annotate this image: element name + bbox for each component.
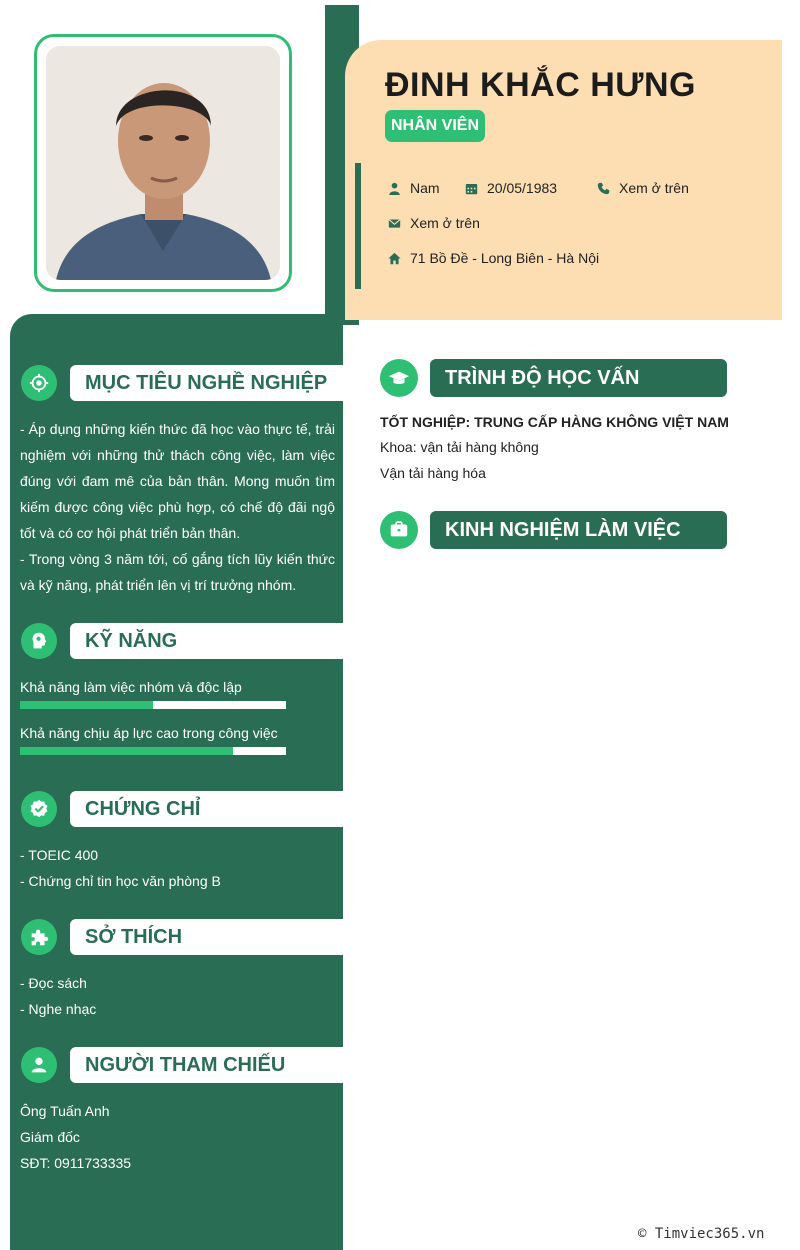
certificates-heading: CHỨNG CHỈ: [70, 791, 343, 827]
profile-photo: [46, 46, 280, 280]
skill-2-bar-fill: [20, 747, 233, 755]
gender-info: [388, 180, 440, 196]
birthdate-value: 20/05/1983: [487, 180, 558, 196]
photo-card: [0, 0, 325, 314]
reference-name: Ông Tuấn Anh: [20, 1103, 110, 1119]
home-icon: [388, 252, 401, 265]
calendar-icon: [465, 182, 478, 195]
role-badge: NHÂN VIÊN: [385, 110, 485, 142]
skill-2-bar: [20, 747, 286, 755]
info-accent-bar: [355, 163, 361, 289]
skills-heading: KỸ NĂNG: [70, 623, 343, 659]
certificates-list: [20, 842, 221, 894]
objective-paragraph-1: - Áp dụng những kiến thức đã học vào thực tế, trải nghiệm với những thử thách công việc, làm việc đúng với đam mê của bản thân. Mong muốn tìm kiếm được công việc phù hợp, có chế độ đãi ngộ tốt và có cơ hội phát triển bản thân.: [20, 421, 335, 541]
certificate-item: - Chứng chỉ tin học văn phòng B: [20, 873, 221, 889]
puzzle-icon: [21, 919, 57, 955]
certificate-item: - TOEIC 400: [20, 847, 99, 863]
skill-1-bar: [20, 701, 286, 709]
gender-value: Nam: [410, 180, 440, 196]
references-heading: NGƯỜI THAM CHIẾU: [70, 1047, 343, 1083]
badge-check-icon: [21, 791, 57, 827]
phone-icon: [597, 182, 610, 195]
email-info: [388, 215, 480, 231]
profile-photo-frame: [34, 34, 292, 292]
objective-heading: MỤC TIÊU NGHỀ NGHIỆP: [70, 365, 343, 401]
reference-phone: SĐT: 0911733335: [20, 1155, 132, 1171]
phone-info: [597, 180, 689, 196]
objective-text: [20, 416, 335, 598]
references-list: [20, 1098, 131, 1176]
user-icon: [388, 182, 401, 195]
hobbies-heading: SỞ THÍCH: [70, 919, 343, 955]
skill-1-label: Khả năng làm việc nhóm và độc lập: [20, 679, 242, 695]
objective-paragraph-2: - Trong vòng 3 năm tới, cố gắng tích lũy kiến thức và kỹ năng, phát triển lên vị trí trưởng nhóm.: [20, 551, 335, 593]
person-icon: [21, 1047, 57, 1083]
experience-heading: KINH NGHIỆM LÀM VIỆC: [430, 511, 727, 549]
envelope-icon: [388, 217, 401, 230]
hobby-item: - Nghe nhạc: [20, 1001, 97, 1017]
education-faculty: Khoa: vận tải hàng không: [380, 439, 539, 455]
brain-head-icon: [21, 623, 57, 659]
candidate-name: ĐINH KHẮC HƯNG: [385, 66, 696, 104]
skill-1-bar-fill: [20, 701, 153, 709]
footer-watermark: © Timviec365.vn: [638, 1226, 765, 1242]
skill-2-label: Khả năng chịu áp lực cao trong công việc: [20, 725, 278, 741]
hobbies-list: [20, 970, 96, 1022]
hobby-item: - Đọc sách: [20, 975, 87, 991]
birthdate-info: [465, 180, 557, 196]
briefcase-icon: [380, 511, 418, 549]
education-school: TỐT NGHIỆP: TRUNG CẤP HÀNG KHÔNG VIỆT NAM: [380, 414, 729, 430]
address-info: [388, 250, 599, 266]
graduation-cap-icon: [380, 359, 418, 397]
phone-value: Xem ở trên: [619, 180, 689, 196]
address-value: 71 Bồ Đề - Long Biên - Hà Nội: [410, 250, 600, 266]
target-icon: [21, 365, 57, 401]
email-value: Xem ở trên: [410, 215, 480, 231]
education-heading: TRÌNH ĐỘ HỌC VẤN: [430, 359, 727, 397]
education-major: Vận tải hàng hóa: [380, 465, 486, 481]
reference-position: Giám đốc: [20, 1129, 80, 1145]
